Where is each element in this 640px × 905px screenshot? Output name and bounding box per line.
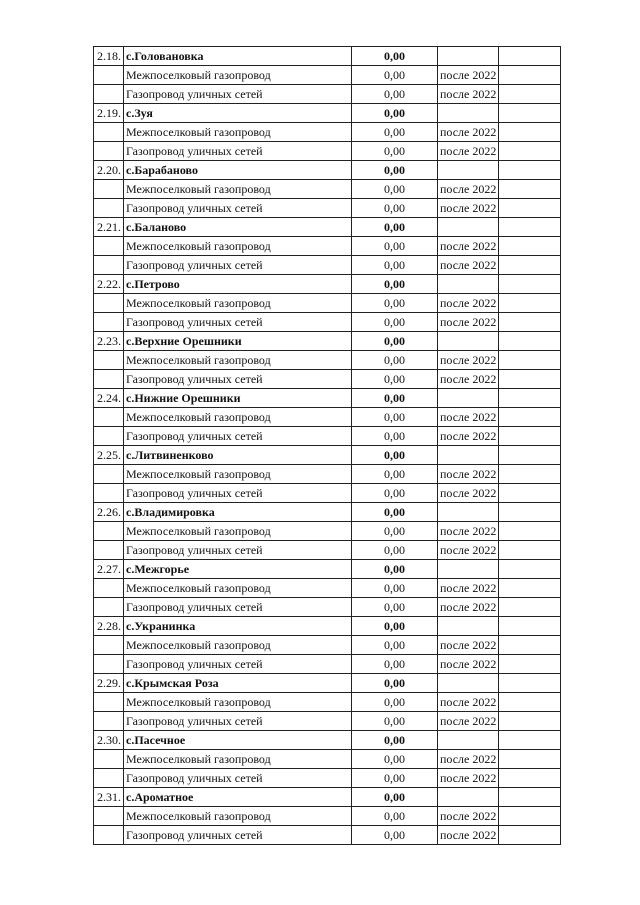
period-cell: после 2022	[438, 636, 499, 655]
period-cell: после 2022	[438, 826, 499, 845]
value-cell: 0,00	[352, 484, 438, 503]
table-row	[94, 484, 561, 503]
item-name-cell: Межпоселковый газопровод	[124, 750, 352, 769]
period-cell	[438, 731, 499, 750]
item-name-cell: Межпоселковый газопровод	[124, 693, 352, 712]
row-number-cell	[94, 256, 124, 275]
table-row-settlement	[94, 389, 561, 408]
period-cell: после 2022	[438, 484, 499, 503]
item-name-cell: Межпоселковый газопровод	[124, 636, 352, 655]
table-row	[94, 123, 561, 142]
row-number-cell: 2.22.	[94, 275, 124, 294]
table-row-settlement	[94, 275, 561, 294]
empty-cell	[499, 484, 561, 503]
row-number-cell: 2.25.	[94, 446, 124, 465]
value-cell: 0,00	[352, 750, 438, 769]
period-cell: после 2022	[438, 199, 499, 218]
empty-cell	[499, 66, 561, 85]
empty-cell	[499, 275, 561, 294]
empty-cell	[499, 408, 561, 427]
empty-cell	[499, 712, 561, 731]
item-name-cell: Газопровод уличных сетей	[124, 655, 352, 674]
item-name-cell: с.Нижние Орешники	[124, 389, 352, 408]
period-cell	[438, 275, 499, 294]
row-number-cell	[94, 199, 124, 218]
empty-cell	[499, 294, 561, 313]
empty-cell	[499, 674, 561, 693]
item-name-cell: Газопровод уличных сетей	[124, 712, 352, 731]
table-row	[94, 351, 561, 370]
table-row	[94, 237, 561, 256]
period-cell: после 2022	[438, 465, 499, 484]
period-cell: после 2022	[438, 142, 499, 161]
table-row	[94, 579, 561, 598]
item-name-cell: с.Пасечное	[124, 731, 352, 750]
empty-cell	[499, 465, 561, 484]
row-number-cell	[94, 294, 124, 313]
value-cell: 0,00	[352, 370, 438, 389]
table-row-settlement	[94, 617, 561, 636]
row-number-cell	[94, 427, 124, 446]
period-cell: после 2022	[438, 541, 499, 560]
table-row-settlement	[94, 446, 561, 465]
row-number-cell: 2.23.	[94, 332, 124, 351]
table-row	[94, 465, 561, 484]
row-number-cell: 2.21.	[94, 218, 124, 237]
gas-pipeline-table	[93, 46, 561, 845]
row-number-cell: 2.29.	[94, 674, 124, 693]
item-name-cell: с.Крымская Роза	[124, 674, 352, 693]
item-name-cell: с.Укранинка	[124, 617, 352, 636]
period-cell	[438, 560, 499, 579]
row-number-cell	[94, 313, 124, 332]
item-name-cell: Межпоселковый газопровод	[124, 579, 352, 598]
item-name-cell: Межпоселковый газопровод	[124, 408, 352, 427]
row-number-cell: 2.30.	[94, 731, 124, 750]
value-cell: 0,00	[352, 180, 438, 199]
item-name-cell: с.Владимировка	[124, 503, 352, 522]
table-row	[94, 826, 561, 845]
item-name-cell: с.Межгорье	[124, 560, 352, 579]
value-cell: 0,00	[352, 807, 438, 826]
item-name-cell: Газопровод уличных сетей	[124, 199, 352, 218]
row-number-cell	[94, 66, 124, 85]
value-cell: 0,00	[352, 123, 438, 142]
period-cell: после 2022	[438, 579, 499, 598]
empty-cell	[499, 142, 561, 161]
table-row	[94, 85, 561, 104]
value-cell: 0,00	[352, 712, 438, 731]
period-cell: после 2022	[438, 180, 499, 199]
item-name-cell: Газопровод уличных сетей	[124, 541, 352, 560]
empty-cell	[499, 161, 561, 180]
table-row	[94, 408, 561, 427]
item-name-cell: с.Барабаново	[124, 161, 352, 180]
row-number-cell: 2.20.	[94, 161, 124, 180]
item-name-cell: с.Ароматное	[124, 788, 352, 807]
empty-cell	[499, 218, 561, 237]
table-row	[94, 142, 561, 161]
item-name-cell: Газопровод уличных сетей	[124, 598, 352, 617]
period-cell: после 2022	[438, 313, 499, 332]
item-name-cell: Межпоселковый газопровод	[124, 123, 352, 142]
value-cell: 0,00	[352, 66, 438, 85]
item-name-cell: Газопровод уличных сетей	[124, 142, 352, 161]
value-cell: 0,00	[352, 408, 438, 427]
period-cell	[438, 161, 499, 180]
table-row-settlement	[94, 788, 561, 807]
item-name-cell: Газопровод уличных сетей	[124, 484, 352, 503]
empty-cell	[499, 237, 561, 256]
table-row-settlement	[94, 104, 561, 123]
empty-cell	[499, 579, 561, 598]
table-row-settlement	[94, 218, 561, 237]
row-number-cell: 2.31.	[94, 788, 124, 807]
period-cell: после 2022	[438, 655, 499, 674]
value-cell: 0,00	[352, 199, 438, 218]
value-cell: 0,00	[352, 332, 438, 351]
item-name-cell: Газопровод уличных сетей	[124, 370, 352, 389]
value-cell: 0,00	[352, 313, 438, 332]
item-name-cell: Межпоселковый газопровод	[124, 465, 352, 484]
empty-cell	[499, 332, 561, 351]
item-name-cell: с.Баланово	[124, 218, 352, 237]
table-row	[94, 693, 561, 712]
item-name-cell: с.Зуя	[124, 104, 352, 123]
table-row	[94, 598, 561, 617]
value-cell: 0,00	[352, 161, 438, 180]
empty-cell	[499, 731, 561, 750]
empty-cell	[499, 788, 561, 807]
empty-cell	[499, 199, 561, 218]
period-cell	[438, 104, 499, 123]
row-number-cell	[94, 807, 124, 826]
empty-cell	[499, 256, 561, 275]
table-row-settlement	[94, 47, 561, 66]
row-number-cell	[94, 522, 124, 541]
table-row	[94, 807, 561, 826]
value-cell: 0,00	[352, 237, 438, 256]
period-cell: после 2022	[438, 123, 499, 142]
period-cell: после 2022	[438, 598, 499, 617]
empty-cell	[499, 522, 561, 541]
empty-cell	[499, 541, 561, 560]
row-number-cell	[94, 579, 124, 598]
empty-cell	[499, 693, 561, 712]
row-number-cell: 2.28.	[94, 617, 124, 636]
value-cell: 0,00	[352, 598, 438, 617]
value-cell: 0,00	[352, 85, 438, 104]
empty-cell	[499, 598, 561, 617]
row-number-cell	[94, 85, 124, 104]
empty-cell	[499, 123, 561, 142]
table-row	[94, 370, 561, 389]
period-cell	[438, 332, 499, 351]
value-cell: 0,00	[352, 389, 438, 408]
value-cell: 0,00	[352, 104, 438, 123]
value-cell: 0,00	[352, 465, 438, 484]
row-number-cell	[94, 693, 124, 712]
empty-cell	[499, 104, 561, 123]
table-row	[94, 313, 561, 332]
row-number-cell	[94, 351, 124, 370]
table-row-settlement	[94, 161, 561, 180]
period-cell	[438, 503, 499, 522]
item-name-cell: с.Головановка	[124, 47, 352, 66]
value-cell: 0,00	[352, 560, 438, 579]
row-number-cell: 2.19.	[94, 104, 124, 123]
item-name-cell: с.Верхние Орешники	[124, 332, 352, 351]
period-cell: после 2022	[438, 427, 499, 446]
table-row	[94, 66, 561, 85]
row-number-cell	[94, 636, 124, 655]
period-cell: после 2022	[438, 769, 499, 788]
period-cell	[438, 674, 499, 693]
value-cell: 0,00	[352, 636, 438, 655]
table-row	[94, 712, 561, 731]
empty-cell	[499, 636, 561, 655]
table-row-settlement	[94, 731, 561, 750]
period-cell: после 2022	[438, 712, 499, 731]
period-cell: после 2022	[438, 408, 499, 427]
table-row	[94, 636, 561, 655]
item-name-cell: Межпоселковый газопровод	[124, 522, 352, 541]
empty-cell	[499, 826, 561, 845]
table-row	[94, 522, 561, 541]
period-cell: после 2022	[438, 85, 499, 104]
period-cell	[438, 446, 499, 465]
value-cell: 0,00	[352, 541, 438, 560]
row-number-cell: 2.26.	[94, 503, 124, 522]
value-cell: 0,00	[352, 427, 438, 446]
row-number-cell	[94, 655, 124, 674]
empty-cell	[499, 617, 561, 636]
empty-cell	[499, 427, 561, 446]
item-name-cell: Межпоселковый газопровод	[124, 66, 352, 85]
value-cell: 0,00	[352, 47, 438, 66]
table-row	[94, 199, 561, 218]
row-number-cell	[94, 826, 124, 845]
row-number-cell: 2.18.	[94, 47, 124, 66]
value-cell: 0,00	[352, 579, 438, 598]
period-cell	[438, 47, 499, 66]
empty-cell	[499, 807, 561, 826]
row-number-cell	[94, 123, 124, 142]
period-cell: после 2022	[438, 807, 499, 826]
item-name-cell: Газопровод уличных сетей	[124, 769, 352, 788]
table-row	[94, 256, 561, 275]
item-name-cell: Межпоселковый газопровод	[124, 237, 352, 256]
row-number-cell	[94, 769, 124, 788]
value-cell: 0,00	[352, 788, 438, 807]
item-name-cell: Газопровод уличных сетей	[124, 427, 352, 446]
period-cell: после 2022	[438, 351, 499, 370]
value-cell: 0,00	[352, 142, 438, 161]
value-cell: 0,00	[352, 674, 438, 693]
period-cell: после 2022	[438, 750, 499, 769]
item-name-cell: Межпоселковый газопровод	[124, 351, 352, 370]
table-row-settlement	[94, 503, 561, 522]
item-name-cell: с.Литвиненково	[124, 446, 352, 465]
period-cell	[438, 389, 499, 408]
table-row-settlement	[94, 332, 561, 351]
value-cell: 0,00	[352, 503, 438, 522]
empty-cell	[499, 47, 561, 66]
period-cell	[438, 788, 499, 807]
period-cell: после 2022	[438, 66, 499, 85]
row-number-cell	[94, 465, 124, 484]
empty-cell	[499, 370, 561, 389]
table-row	[94, 750, 561, 769]
period-cell	[438, 218, 499, 237]
empty-cell	[499, 769, 561, 788]
item-name-cell: Газопровод уличных сетей	[124, 256, 352, 275]
table-row	[94, 294, 561, 313]
item-name-cell: Газопровод уличных сетей	[124, 826, 352, 845]
empty-cell	[499, 351, 561, 370]
table-row	[94, 655, 561, 674]
value-cell: 0,00	[352, 275, 438, 294]
row-number-cell	[94, 408, 124, 427]
empty-cell	[499, 750, 561, 769]
table-row	[94, 541, 561, 560]
value-cell: 0,00	[352, 769, 438, 788]
period-cell	[438, 617, 499, 636]
value-cell: 0,00	[352, 294, 438, 313]
empty-cell	[499, 655, 561, 674]
period-cell: после 2022	[438, 522, 499, 541]
row-number-cell	[94, 484, 124, 503]
period-cell: после 2022	[438, 294, 499, 313]
table-row	[94, 769, 561, 788]
row-number-cell	[94, 712, 124, 731]
value-cell: 0,00	[352, 693, 438, 712]
value-cell: 0,00	[352, 351, 438, 370]
item-name-cell: Межпоселковый газопровод	[124, 807, 352, 826]
item-name-cell: Газопровод уличных сетей	[124, 85, 352, 104]
value-cell: 0,00	[352, 218, 438, 237]
value-cell: 0,00	[352, 256, 438, 275]
empty-cell	[499, 180, 561, 199]
value-cell: 0,00	[352, 617, 438, 636]
empty-cell	[499, 503, 561, 522]
empty-cell	[499, 389, 561, 408]
table-row-settlement	[94, 674, 561, 693]
value-cell: 0,00	[352, 826, 438, 845]
period-cell: после 2022	[438, 237, 499, 256]
period-cell: после 2022	[438, 370, 499, 389]
empty-cell	[499, 85, 561, 104]
empty-cell	[499, 446, 561, 465]
row-number-cell	[94, 750, 124, 769]
value-cell: 0,00	[352, 522, 438, 541]
row-number-cell	[94, 180, 124, 199]
row-number-cell: 2.24.	[94, 389, 124, 408]
table-row	[94, 180, 561, 199]
empty-cell	[499, 313, 561, 332]
period-cell: после 2022	[438, 256, 499, 275]
item-name-cell: Газопровод уличных сетей	[124, 313, 352, 332]
row-number-cell: 2.27.	[94, 560, 124, 579]
item-name-cell: Межпоселковый газопровод	[124, 294, 352, 313]
value-cell: 0,00	[352, 446, 438, 465]
period-cell: после 2022	[438, 693, 499, 712]
value-cell: 0,00	[352, 655, 438, 674]
value-cell: 0,00	[352, 731, 438, 750]
row-number-cell	[94, 370, 124, 389]
table-row-settlement	[94, 560, 561, 579]
table-row	[94, 427, 561, 446]
empty-cell	[499, 560, 561, 579]
row-number-cell	[94, 142, 124, 161]
item-name-cell: Межпоселковый газопровод	[124, 180, 352, 199]
table-body	[94, 47, 561, 845]
row-number-cell	[94, 598, 124, 617]
item-name-cell: с.Петрово	[124, 275, 352, 294]
row-number-cell	[94, 541, 124, 560]
row-number-cell	[94, 237, 124, 256]
